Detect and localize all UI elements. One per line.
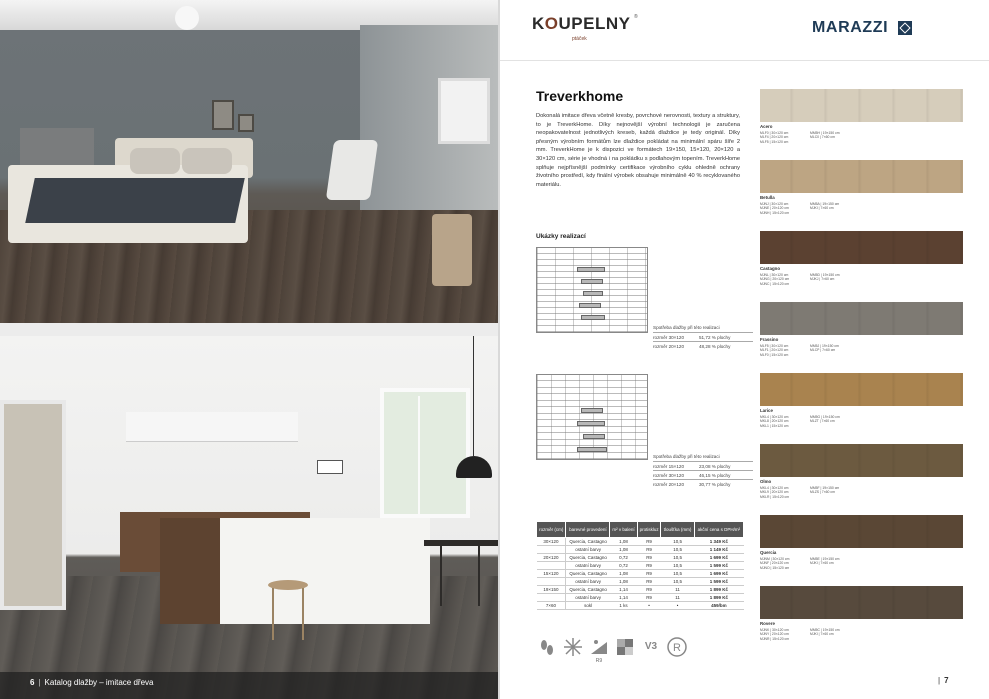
pattern-highlight-tile (583, 434, 605, 439)
cell-price: 1 149 Kč (694, 546, 743, 554)
rectified-letter: R (673, 642, 681, 654)
pattern-highlight-tile (577, 267, 605, 272)
page-title: Treverkhome (536, 88, 624, 104)
consumption-legend-2 (653, 454, 753, 488)
cell-slip: R9 (637, 578, 661, 586)
cell-color: Quercia, Castagno (566, 570, 610, 578)
swatch-code-list: MKL4 | 30×120 cm MKL9 | 20×120 cm MKLR | 15×120 cm (760, 486, 790, 499)
wooden-stool (432, 214, 472, 286)
pillow (130, 148, 180, 174)
swatch-name: Betulla (760, 195, 775, 200)
consumption-legend-1 (653, 325, 753, 350)
shade-variation-icon (614, 636, 636, 658)
swatch-code-list: MM5A | 19×150 cm MJKI | 7×60 cm (810, 202, 840, 211)
cell-price: 1 599 Kč (694, 562, 743, 570)
legend-row (653, 461, 753, 470)
cell-m2: 1,08 (610, 538, 637, 546)
cell-m2: 1 ks (610, 602, 637, 610)
wood-swatch (760, 302, 963, 335)
legend-share: 23,08 % plochy (699, 463, 731, 469)
swatch-code-list: MJNM | 30×120 cm MJNF | 20×120 cm MJNO | 15×120 cm (760, 557, 790, 570)
cell-slip: • (637, 602, 661, 610)
bedroom-photo (0, 0, 498, 323)
cell-m2: 0,72 (610, 554, 637, 562)
cell-size (537, 562, 566, 570)
swatch-code-list: MLF0 | 30×120 cm MLF4 | 20×120 cm MLF5 | 15×120 cm (760, 131, 789, 144)
swatch-codes (760, 557, 870, 570)
legend-share: 30,77 % plochy (699, 481, 731, 487)
cell-slip: R9 (637, 538, 661, 546)
cell-slip: R9 (637, 586, 661, 594)
swatch-name: Quercia (760, 550, 777, 555)
pattern-highlight-tile (583, 291, 603, 296)
pattern-highlight-tile (581, 315, 605, 320)
product-icons (536, 636, 688, 662)
swatch-name: Frassino (760, 337, 779, 342)
swatch-code-list: MM5J | 19×150 cm MLCP | 7×60 cm (810, 344, 839, 353)
cell-size (537, 578, 566, 586)
cell-color: Quercia, Castagno (566, 586, 610, 594)
laying-pattern-1 (536, 247, 648, 333)
cell-thickness: 10,5 (661, 562, 694, 570)
swatch-codes (760, 131, 870, 144)
cell-slip: R9 (637, 554, 661, 562)
koupelny-logo (532, 14, 652, 48)
swatch-codes (760, 273, 870, 286)
legend-row (653, 341, 753, 350)
swatch-name: Castagno (760, 266, 781, 271)
table-row (537, 570, 744, 578)
swatch-codes (760, 415, 870, 428)
page-number: 6 (30, 678, 35, 687)
pattern-highlight-tile (581, 408, 603, 413)
cell-price: 1 899 Kč (694, 586, 743, 594)
cell-color: ostatní barvy (566, 562, 610, 570)
legend-size: rozměr 15×120 (653, 463, 685, 469)
cell-size: 15×120 (537, 570, 566, 578)
picture-frame (238, 114, 254, 132)
wood-swatch (760, 160, 963, 193)
cell-price: 1 699 Kč (694, 570, 743, 578)
side-table-legs (440, 546, 480, 606)
window (438, 78, 490, 144)
bar-stool-legs (272, 588, 304, 640)
wood-swatch (760, 231, 963, 264)
cell-thickness: 10,5 (661, 546, 694, 554)
wood-swatch (760, 373, 963, 406)
marazzi-mark-icon (898, 21, 912, 35)
legend-share: 46,15 % plochy (699, 472, 731, 478)
footprint-icon (536, 636, 558, 658)
product-table (536, 521, 744, 610)
cell-m2: 1,14 (610, 586, 637, 594)
col-thickness: tloušťka (mm) (661, 522, 694, 538)
col-m2: m² v balení (610, 522, 637, 538)
slip-resistance-icon (588, 636, 610, 664)
cell-thickness: 11 (661, 594, 694, 602)
cell-thickness: 10,5 (661, 554, 694, 562)
kitchen-photo (0, 336, 498, 699)
cell-size (537, 546, 566, 554)
cell-thickness: • (661, 602, 694, 610)
table-row (537, 602, 744, 610)
swatch-codes (760, 628, 870, 641)
table-header-row (537, 522, 744, 538)
doorway (0, 400, 66, 610)
swatch-code-list: MM5F | 19×150 cm MLZS | 7×60 cm (810, 486, 840, 495)
cell-slip: R9 (637, 546, 661, 554)
swatch-name: Acero (760, 124, 773, 129)
cell-thickness: 10,5 (661, 538, 694, 546)
swatch-code-list: MM5E | 19×150 cm MJKI | 7×60 cm (810, 557, 840, 566)
col-slip: protiskluz (637, 522, 661, 538)
section-title: Ukázky realizací (536, 233, 586, 240)
koupelny-wordmark (532, 14, 630, 34)
wood-swatch (760, 444, 963, 477)
legend-share: 48,28 % plochy (699, 343, 731, 349)
cell-price: 459/bm (694, 602, 743, 610)
table-row (537, 578, 744, 586)
pattern-highlight-tile (579, 303, 601, 308)
table-row (537, 586, 744, 594)
legend-row (653, 479, 753, 488)
slip-rating: R9 (595, 658, 603, 664)
pattern-highlight-tile (581, 279, 603, 284)
right-page (500, 0, 989, 699)
swatch-code-list: MM5H | 19×150 cm MLC0 | 7×60 cm (810, 131, 840, 140)
pattern-highlight-tile (577, 447, 607, 452)
cell-size: 19×150 (537, 586, 566, 594)
cell-m2: 1,14 (610, 594, 637, 602)
bed-throw (25, 178, 245, 223)
legend-row (653, 332, 753, 341)
window-frame (418, 396, 420, 514)
cell-size: 7×60 (537, 602, 566, 610)
header-divider (500, 60, 989, 61)
wood-swatch (760, 89, 963, 122)
logo-letter: K (532, 14, 545, 33)
cell-price: 1 349 Kč (694, 538, 743, 546)
product-description: Dokonalá imitace dřeva včetně kresby, povrchové nerovnosti, textury a struktury, to je TreverkHome. Díky nejnovější výrobní technologii je zaručena neopakovatelnost jednotlivých kreseb, každá dlaždice je tedy originál. Díky přesným výrobním formátům lze dlaždice pokládat na minimální spáru šíře 2 mm. TreverkHome je k dispozici ve formátech 19×150, 15×120, 20×120 a 30×120 cm, série je vhodná i na pokládku s podlahovým topením. TreverkHome splňuje nejpřísnější podmínky certifikace výrobního cyklu ohledně ochrany životního prostředí, kdy finální výrobek obsahuje minimálně 40 % recyklovaného materiálu. (536, 113, 740, 188)
laying-pattern-2 (536, 374, 648, 460)
col-price: akční cena s DPH/m² (694, 522, 743, 538)
cell-slip: R9 (637, 562, 661, 570)
cell-color: Quercia, Castagno (566, 538, 610, 546)
cell-thickness: 11 (661, 586, 694, 594)
table-row (537, 594, 744, 602)
cell-slip: R9 (637, 570, 661, 578)
pendant-lamp (456, 456, 492, 478)
legend-row (653, 470, 753, 479)
swatch-code-list: MM5C | 19×150 cm MJKI | 7×60 cm (810, 628, 840, 637)
legend-heading: Spotřeba dlažby při této realizaci (653, 325, 720, 330)
swatch-code-list: MLF5 | 30×120 cm MLF1 | 20×120 cm MLF0 | 15×120 cm (760, 344, 789, 357)
legend-size: rozměr 20×120 (653, 343, 685, 349)
cell-size (537, 594, 566, 602)
legend-size: rozměr 20×120 (653, 481, 685, 487)
swatch-code-list: MM5D | 19×150 cm MJKJ | 7×60 cm (810, 273, 840, 282)
swatch-name: Rovere (760, 621, 775, 626)
cell-m2: 1,08 (610, 546, 637, 554)
cell-thickness: 10,5 (661, 578, 694, 586)
table-row (537, 546, 744, 554)
swatch-codes (760, 486, 870, 499)
lamp-cord (473, 336, 474, 456)
cell-color: Quercia, Castagno (566, 554, 610, 562)
ceiling-lamp (175, 6, 199, 30)
swatch-code-list: MKL4 | 30×120 cm MKL8 | 20×120 cm MKL1 | 15×120 cm (760, 415, 789, 428)
wall-sign (317, 460, 343, 474)
swatch-code-list: MJNL | 30×120 cm MJNG | 20×120 cm MJNC | 15×120 cm (760, 273, 790, 286)
swatch-codes (760, 202, 870, 215)
footer-separator: | (938, 676, 941, 685)
footer-separator: | (38, 678, 41, 687)
cell-color: ostatní barvy (566, 546, 610, 554)
cell-m2: 0,72 (610, 562, 637, 570)
marazzi-wordmark: MARAZZI (812, 19, 889, 36)
logo-letters: UPELNY (558, 14, 631, 33)
swatch-name: Olmo (760, 479, 772, 484)
right-footer (938, 676, 949, 685)
swatch-code-list: MM5G | 19×150 cm MLZT | 7×60 cm (810, 415, 840, 424)
left-footer (30, 678, 153, 687)
logo-letter-o: O (544, 14, 559, 33)
table-row (537, 554, 744, 562)
registered-mark: ® (634, 14, 638, 20)
cell-color: sokl (566, 602, 610, 610)
cell-price: 1 899 Kč (694, 594, 743, 602)
cell-color: ostatní barvy (566, 594, 610, 602)
cell-slip: R9 (637, 594, 661, 602)
legend-heading: Spotřeba dlažby při této realizaci (653, 454, 720, 459)
swatch-code-list: MJNJ | 30×120 cm MJNE | 20×120 cm MJNH | 15×120 cm (760, 202, 790, 215)
table-row (537, 562, 744, 570)
footer-title: Katalog dlažby – imitace dřeva (44, 678, 154, 687)
rocking-chair (326, 140, 378, 200)
cell-size: 30×120 (537, 538, 566, 546)
col-size: rozměr (cm) (537, 522, 566, 538)
wood-swatch (760, 515, 963, 548)
cell-m2: 1,08 (610, 570, 637, 578)
col-color: barevné provedení (566, 522, 610, 538)
window (380, 388, 470, 518)
koupelny-subtitle: ptáček (572, 36, 587, 42)
island-wood-panel (160, 518, 220, 624)
cell-color: ostatní barvy (566, 578, 610, 586)
pillow (182, 148, 232, 174)
picture-frame (212, 100, 234, 130)
marazzi-logo (812, 19, 914, 41)
swatch-codes (760, 344, 870, 357)
legend-size: rozměr 30×120 (653, 472, 685, 478)
cell-price: 1 599 Kč (694, 578, 743, 586)
wood-swatch (760, 586, 963, 619)
cell-m2: 1,08 (610, 578, 637, 586)
kitchen-shelf (126, 412, 298, 442)
snowflake-icon (562, 636, 584, 658)
cell-size: 20×120 (537, 554, 566, 562)
legend-size: rozměr 30×120 (653, 334, 685, 340)
table-row (537, 538, 744, 546)
cell-price: 1 699 Kč (694, 554, 743, 562)
v3-icon: V3 (644, 641, 658, 652)
legend-share: 51,72 % plochy (699, 334, 731, 340)
rectified-icon (666, 636, 688, 658)
swatch-code-list: MJNK | 30×120 cm MJNY | 20×120 cm MJNR | 15×120 cm (760, 628, 790, 641)
cell-thickness: 10,5 (661, 570, 694, 578)
swatch-name: Larice (760, 408, 773, 413)
page-number: 7 (944, 676, 949, 685)
pattern-highlight-tile (577, 421, 605, 426)
